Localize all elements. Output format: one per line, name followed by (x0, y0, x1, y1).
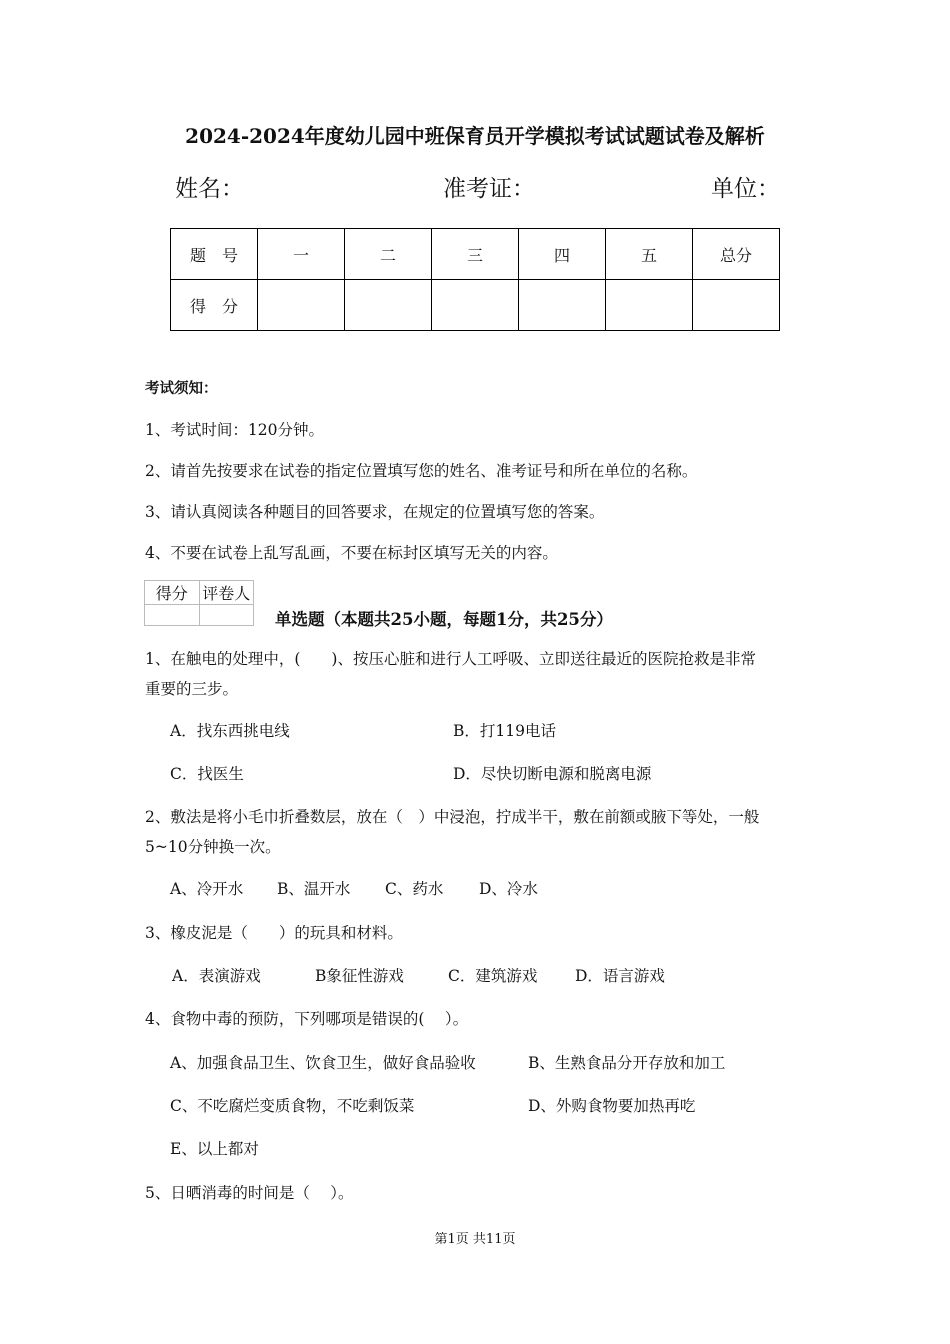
score-table-cell: 三 (432, 229, 519, 280)
score-table-cell: 二 (345, 229, 432, 280)
grader-reviewer-cell[interactable] (199, 605, 254, 626)
score-table-cell: 总分 (693, 229, 780, 280)
score-input-cell[interactable] (519, 280, 606, 331)
q1-option-c[interactable]: C．找医生 (170, 765, 244, 783)
score-row-label: 得 分 (171, 280, 258, 331)
question-2-line-2: 5~10分钟换一次。 (145, 838, 281, 856)
q3-option-b[interactable]: B象征性游戏 (315, 967, 404, 985)
score-table (170, 228, 780, 331)
section-title: 单选题（本题共25小题，每题1分，共25分） (275, 610, 613, 629)
question-5: 5、日晒消毒的时间是（ ）。 (145, 1184, 354, 1202)
q1-option-b[interactable]: B．打119电话 (453, 722, 556, 740)
q3-option-d[interactable]: D．语言游戏 (575, 967, 665, 985)
q3-option-a[interactable]: A．表演游戏 (172, 967, 261, 985)
q2-option-d[interactable]: D、冷水 (479, 880, 538, 898)
q4-option-c[interactable]: C、不吃腐烂变质食物，不吃剩饭菜 (170, 1097, 415, 1115)
score-table-cell: 一 (258, 229, 345, 280)
notice-item: 3、请认真阅读各种题目的回答要求，在规定的位置填写您的答案。 (145, 503, 605, 521)
q2-option-a[interactable]: A、冷开水 (170, 880, 244, 898)
question-1-line-1: 1、在触电的处理中，( )、按压心脏和进行人工呼吸、立即送往最近的医院抢救是非常 (145, 650, 756, 668)
grader-score-cell[interactable] (145, 605, 200, 626)
notice-item: 4、不要在试卷上乱写乱画，不要在标封区填写无关的内容。 (145, 544, 558, 562)
grader-box (144, 580, 254, 626)
q4-option-e[interactable]: E、以上都对 (170, 1140, 259, 1158)
grader-reviewer-label: 评卷人 (199, 581, 254, 605)
notice-item: 1、考试时间：120分钟。 (145, 421, 324, 439)
score-input-cell[interactable] (606, 280, 693, 331)
question-4: 4、食物中毒的预防，下列哪项是错误的( ）。 (145, 1010, 469, 1028)
score-input-cell[interactable] (258, 280, 345, 331)
score-table-cell: 五 (606, 229, 693, 280)
notice-item: 2、请首先按要求在试卷的指定位置填写您的姓名、准考证号和所在单位的名称。 (145, 462, 698, 480)
q1-option-a[interactable]: A．找东西挑电线 (170, 722, 290, 740)
score-input-cell[interactable] (432, 280, 519, 331)
document-title: 2024-2024年度幼儿园中班保育员开学模拟考试试题试卷及解析 (185, 124, 765, 148)
question-1-line-2: 重要的三步。 (145, 680, 239, 698)
grader-score-label: 得分 (145, 581, 200, 605)
page-number: 第1页 共11页 (434, 1232, 516, 1247)
q2-option-c[interactable]: C、药水 (385, 880, 444, 898)
score-table-score-row (171, 280, 780, 331)
score-table-cell: 题 号 (171, 229, 258, 280)
score-table-cell: 四 (519, 229, 606, 280)
q3-option-c[interactable]: C．建筑游戏 (448, 967, 538, 985)
exam-id-label: 准考证： (443, 176, 535, 202)
q2-option-b[interactable]: B、温开水 (277, 880, 351, 898)
notice-heading: 考试须知： (145, 380, 218, 397)
question-3: 3、橡皮泥是（ ）的玩具和材料。 (145, 924, 403, 942)
score-input-cell[interactable] (345, 280, 432, 331)
score-input-cell[interactable] (693, 280, 780, 331)
question-2-line-1: 2、敷法是将小毛巾折叠数层，放在（ ）中浸泡，拧成半干，敷在前额或腋下等处，一般 (145, 808, 760, 826)
q4-option-b[interactable]: B、生熟食品分开存放和加工 (528, 1054, 726, 1072)
unit-label: 单位： (711, 176, 780, 202)
q4-option-d[interactable]: D、外购食物要加热再吃 (528, 1097, 696, 1115)
q1-option-d[interactable]: D．尽快切断电源和脱离电源 (453, 765, 652, 783)
name-label: 姓名： (175, 176, 244, 202)
score-table-header-row (171, 229, 780, 280)
q4-option-a[interactable]: A、加强食品卫生、饮食卫生，做好食品验收 (170, 1054, 476, 1072)
